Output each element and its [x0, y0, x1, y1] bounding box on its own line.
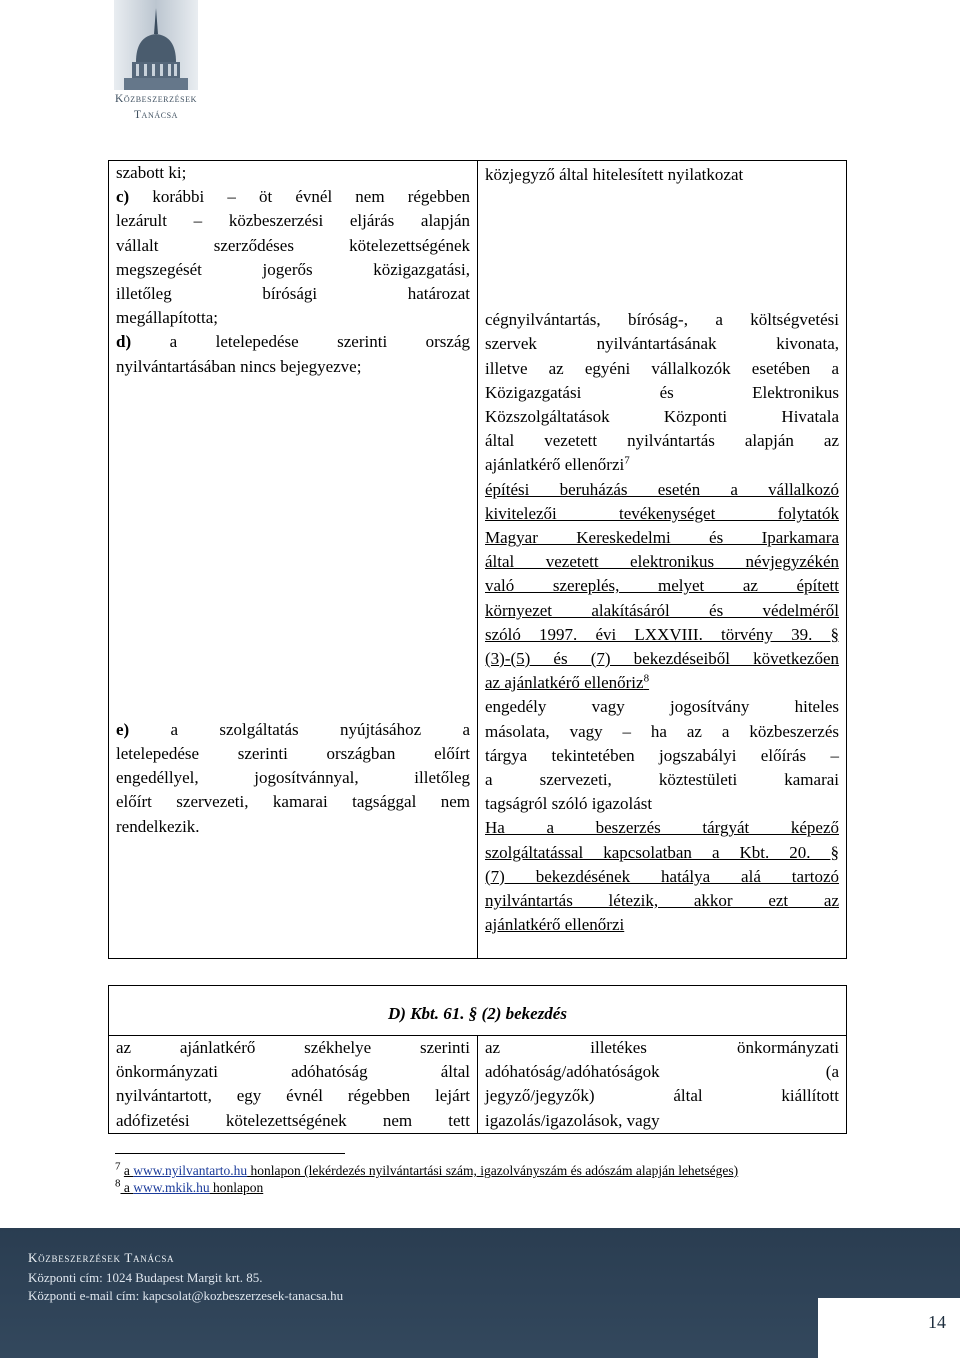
text-line: környezet alakításáról és védelméről — [485, 600, 839, 620]
section-d-table — [108, 985, 847, 1134]
text-line: Magyar Kereskedelmi és Iparkamara — [485, 528, 839, 548]
text-line: jegyző/jegyzők) által kiállított — [485, 1086, 840, 1106]
page-footer — [0, 1228, 960, 1358]
table-row — [109, 161, 847, 959]
evidence-cell — [478, 161, 847, 959]
requirements-table — [108, 160, 847, 959]
text-line: (7) bekezdésének hatálya alá tartozó — [485, 866, 839, 886]
table-row — [109, 986, 847, 1036]
text-line: által vezetett nyilvántartás alapján az — [485, 431, 839, 451]
evidence-d: cégnyilvántartás, bíróság-, a költségvetési szervek nyilvántartásának kivonata, illetve az egyéni vállalkozók esetében a Közigazgatási és Elektronikus Közszolgáltatások Központi Hivatala által vezetett nyilvántartás alapján az ajánlatkérő ellenőrzi$^7$ — [485, 310, 839, 475]
text-line: nyilvántartott, egy évnél régebben lejárt — [116, 1086, 470, 1106]
text-line: szabott ki; — [116, 163, 187, 182]
text-line: Ha a beszerzés tárgyát képező — [485, 818, 839, 838]
mkik-link[interactable]: www.mkik.hu — [133, 1180, 210, 1195]
footer-address: Központi cím: 1024 Budapest Margit krt. 85. — [28, 1270, 263, 1285]
text-line: adófizetési kötelezettségének nem tett — [116, 1110, 470, 1130]
text-line: kivitelezői tevékenységet folytatók — [485, 503, 839, 523]
text-line: Közszolgáltatások Központi Hivatala — [485, 407, 839, 427]
text-line: cégnyilvántartás, bíróság-, a költségvetési — [485, 310, 839, 330]
text-line: való szereplés, melyet az épített — [485, 576, 839, 596]
ground-c: c) korábbi – öt évnél nem régebben lezárult – közbeszerzési eljárás alapján vállalt szerződéses kötelezettségének megszegését jogerős közigazgatási, illetőleg bírósági határozat megállapította; — [116, 185, 470, 330]
text-line: nyilvántartás létezik, akkor ezt az — [485, 891, 839, 911]
page-number: 14 — [928, 1312, 946, 1332]
text-line: megszegését jogerős közigazgatási, — [116, 259, 470, 279]
text-line: másolata, vagy – ha az a közbeszerzés — [485, 721, 839, 741]
footer-email: Központi e-mail cím: kapcsolat@kozbeszerzesek-tanacsa.hu — [28, 1288, 344, 1303]
text-line: az ajánlatkérő székhelye szerinti — [116, 1038, 470, 1057]
text-line: letelepedése szerinti országban előírt — [116, 744, 470, 764]
logo — [96, 0, 216, 128]
logo-org-name: Közbeszerzések Tanácsa — [114, 93, 198, 121]
table-row — [109, 1036, 847, 1134]
footnote-8: $^8$ a www.mkik.hu honlapon — [115, 1177, 264, 1195]
text-line: (3)-(5) és (7) bekezdéseiből következően — [485, 649, 839, 669]
text-line: a szervezeti, köztestületi kamarai — [485, 770, 839, 790]
footnote-ref-8: 8 — [643, 672, 650, 685]
text-line: tárgya tekintetében jogszabályi előírás – — [485, 745, 839, 765]
evidence-e — [485, 695, 839, 816]
footnote-ref-7: 7 — [624, 454, 630, 467]
footnotes — [115, 1162, 846, 1196]
evidence-c: közjegyző által hitelesített nyilatkozat — [485, 165, 744, 184]
ground-e: e) a szolgáltatás nyújtásához a letelepedése szerinti országban előírt engedéllyel, jogosítvánnyal, illetőleg előírt szervezeti, kamarai tagsággal nem rendelkezik. — [116, 718, 470, 839]
nyilvantarto-link[interactable]: www.nyilvantarto.hu — [133, 1163, 248, 1178]
text-line: szolgáltatással kapcsolatban a Kbt. 20. § — [485, 842, 839, 862]
footnote-7: $^7$ a www.nyilvantarto.hu honlapon (lekérdezés nyilvántartási szám, igazolványszám és adószám alapján lehetséges) — [115, 1160, 739, 1178]
text-line: az illetékes önkormányzati — [485, 1038, 840, 1057]
text-line: szóló 1997. évi LXXVIII. törvény 39. § — [485, 624, 839, 644]
text-line: adóhatóság/adóhatóságok (a — [485, 1062, 840, 1082]
text-line: által vezetett elektronikus névjegyzékén — [485, 552, 839, 572]
text-line: lezárult – közbeszerzési eljárás alapján — [116, 211, 470, 231]
text-line: vállalt szerződéses kötelezettségének — [116, 235, 470, 255]
text-line: engedély vagy jogosítvány hiteles — [485, 697, 839, 717]
text-line: illetve az egyéni vállalkozók esetében a — [485, 358, 839, 378]
text-line: illetőleg bírósági határozat — [116, 284, 470, 304]
grounds-cell — [109, 1036, 478, 1134]
text-line: tagságról szóló igazolást — [485, 794, 653, 814]
footnote-separator — [115, 1153, 345, 1154]
evidence-d-construction: építési beruházás esetén a vállalkozó kivitelezői tevékenységet folytatók Magyar Kereskedelmi és Iparkamara által vezetett elektronikus névjegyzékén való szereplés, melyet az épített környezet alakításáról és védelméről szóló 1997. évi LXXVIII. törvény 39. § (3)-(5) és (7) bekezdéseiből következően az ajánlatkérő ellenőriz$^8$ — [485, 479, 839, 693]
grounds-cell — [109, 161, 478, 959]
text-line: önkormányzati adóhatóság által — [116, 1062, 470, 1082]
evidence-e-registry — [485, 816, 839, 937]
text-line: Közigazgatási és Elektronikus — [485, 382, 839, 402]
parliament-dome-icon — [114, 0, 198, 90]
evidence-cell — [478, 1036, 847, 1134]
text-line: szervek nyilvántartásának kivonata, — [485, 334, 839, 354]
text-line: rendelkezik. — [116, 816, 200, 836]
ground-d: d) a letelepedése szerinti ország nyilvántartásában nincs bejegyezve; — [116, 330, 470, 378]
text-line: előírt szervezeti, kamarai tagsággal nem — [116, 792, 470, 812]
text-line: engedéllyel, jogosítvánnyal, illetőleg — [116, 768, 470, 788]
text-line: nyilvántartásában nincs bejegyezve; — [116, 356, 362, 376]
section-heading: D) Kbt. 61. § (2) bekezdés — [109, 986, 847, 1036]
text-line: megállapította; — [116, 308, 218, 328]
text-line: építési beruházás esetén a vállalkozó — [485, 479, 839, 499]
text-line: ajánlatkérő ellenőrzi — [485, 915, 625, 935]
footer-org-name: Közbeszerzések Tanácsa — [28, 1250, 175, 1265]
text-line: igazolás/igazolások, vagy — [485, 1110, 660, 1130]
